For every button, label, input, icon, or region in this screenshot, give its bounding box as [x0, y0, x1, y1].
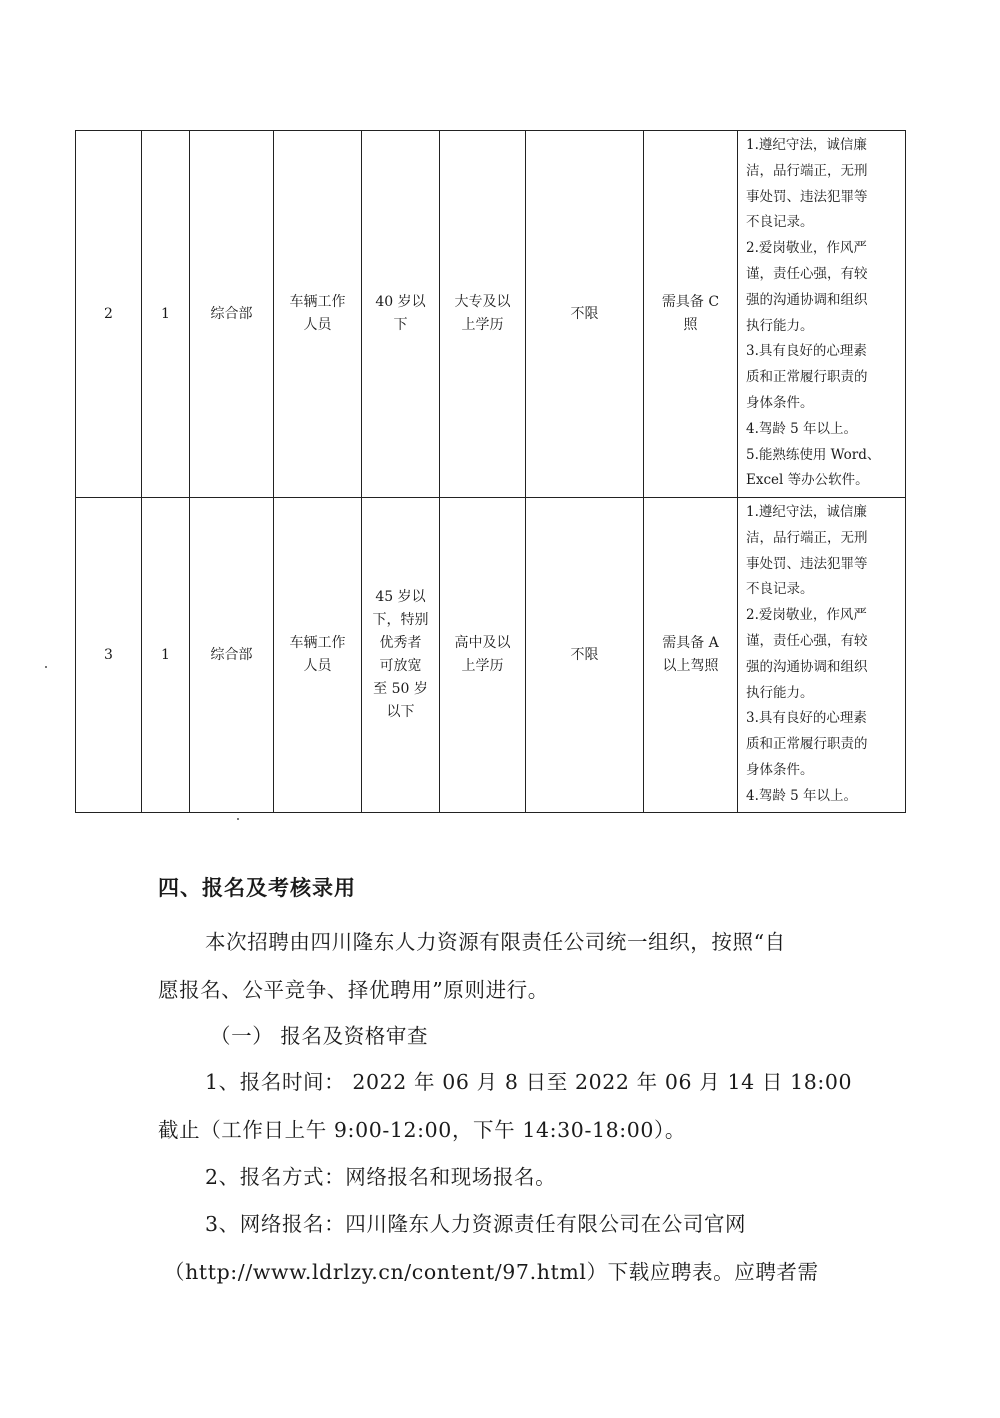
requirement-line: 4.驾龄 5 年以上。 — [746, 420, 858, 437]
requirement-line: 身体条件。 — [746, 761, 814, 778]
education-cell — [440, 498, 526, 813]
row-index-cell: 2 — [76, 131, 142, 498]
position-line: 人员 — [303, 658, 332, 674]
section-heading: 四、报名及考核录用 — [158, 876, 356, 900]
age-cell — [362, 131, 440, 498]
sub-heading: （一） 报名及资格审查 — [210, 1024, 429, 1048]
age-line: 下 — [393, 317, 408, 333]
requirement-line: 洁，品行端正，无刑 — [746, 529, 868, 546]
education-cell — [440, 131, 526, 498]
major-cell: 不限 — [526, 131, 644, 498]
education-line: 大专及以 — [454, 294, 511, 310]
intro-paragraph-line-1: 本次招聘由四川隆东人力资源有限责任公司统一组织，按照“自 — [205, 930, 786, 954]
requirement-line: 2.爱岗敬业，作风严 — [746, 240, 867, 257]
age-line: 以下 — [386, 704, 415, 720]
registration-time-line-2: 截止（工作日上午 9:00-12:00，下午 14:30-18:00）。 — [158, 1118, 687, 1142]
license-line: 照 — [683, 317, 698, 333]
department-cell: 综合部 — [190, 131, 274, 498]
scan-speck — [45, 666, 47, 668]
requirements-cell — [738, 131, 906, 498]
intro-paragraph-line-2: 愿报名、公平竞争、择优聘用”原则进行。 — [158, 978, 549, 1002]
requirement-line: 谨，责任心强，有较 — [746, 632, 868, 649]
age-line: 40 岁以 — [375, 294, 426, 310]
requirement-line: 3.具有良好的心理素 — [746, 343, 867, 360]
age-line: 可放宽 — [379, 658, 422, 674]
requirement-line: 5.能熟练使用 Word、 — [746, 446, 881, 463]
job-requirements-table — [75, 130, 906, 813]
registration-method: 2、报名方式：网络报名和现场报名。 — [205, 1165, 557, 1189]
scan-speck — [237, 818, 239, 820]
requirement-line: 执行能力。 — [746, 684, 814, 701]
requirement-line: 身体条件。 — [746, 394, 814, 411]
age-line: 下，特别 — [372, 612, 429, 628]
requirement-line: 1.遵纪守法，诚信廉 — [746, 504, 867, 520]
headcount-cell: 1 — [142, 498, 190, 813]
requirement-line: 不良记录。 — [746, 581, 814, 598]
requirement-line: 强的沟通协调和组织 — [746, 658, 868, 675]
age-cell — [362, 498, 440, 813]
requirement-line: 3.具有良好的心理素 — [746, 710, 867, 727]
requirement-line: Excel 等办公软件。 — [746, 472, 869, 489]
age-line: 45 岁以 — [375, 589, 426, 605]
registration-time-line-1: 1、报名时间： 2022 年 06 月 8 日至 2022 年 06 月 14 日 18:00 — [205, 1070, 853, 1094]
education-line: 高中及以 — [454, 635, 511, 651]
requirement-line: 2.爱岗敬业，作风严 — [746, 607, 867, 624]
requirement-line: 谨，责任心强，有较 — [746, 265, 868, 282]
online-registration-line-2: （http://www.ldrlzy.cn/content/97.html）下载应聘表。应聘者需 — [164, 1260, 819, 1284]
age-line: 至 50 岁 — [373, 681, 428, 697]
requirement-line: 不良记录。 — [746, 214, 814, 231]
online-registration-line-1: 3、网络报名：四川隆东人力资源责任有限公司在公司官网 — [205, 1212, 747, 1236]
requirement-line: 4.驾龄 5 年以上。 — [746, 787, 858, 804]
requirement-line: 强的沟通协调和组织 — [746, 291, 868, 308]
table-row — [76, 131, 906, 498]
age-line: 优秀者 — [379, 635, 422, 651]
license-cell — [644, 498, 738, 813]
row-index-cell: 3 — [76, 498, 142, 813]
license-line: 需具备 C — [661, 294, 720, 310]
requirement-line: 事处罚、违法犯罪等 — [746, 188, 868, 205]
headcount-cell: 1 — [142, 131, 190, 498]
requirement-line: 质和正常履行职责的 — [746, 369, 868, 386]
major-cell: 不限 — [526, 498, 644, 813]
requirement-line: 事处罚、违法犯罪等 — [746, 555, 868, 572]
position-line: 车辆工作 — [289, 294, 346, 310]
license-cell — [644, 131, 738, 498]
license-line: 以上驾照 — [662, 658, 719, 674]
position-cell — [274, 131, 362, 498]
department-cell: 综合部 — [190, 498, 274, 813]
position-line: 车辆工作 — [289, 635, 346, 651]
requirement-line: 执行能力。 — [746, 317, 814, 334]
requirements-cell — [738, 498, 906, 813]
education-line: 上学历 — [461, 317, 504, 333]
education-line: 上学历 — [461, 658, 504, 674]
requirement-line: 质和正常履行职责的 — [746, 736, 868, 753]
position-line: 人员 — [303, 317, 332, 333]
requirement-line: 洁，品行端正，无刑 — [746, 162, 868, 179]
position-cell — [274, 498, 362, 813]
requirement-line: 1.遵纪守法，诚信廉 — [746, 137, 867, 153]
table-row — [76, 498, 906, 813]
license-line: 需具备 A — [662, 635, 719, 651]
